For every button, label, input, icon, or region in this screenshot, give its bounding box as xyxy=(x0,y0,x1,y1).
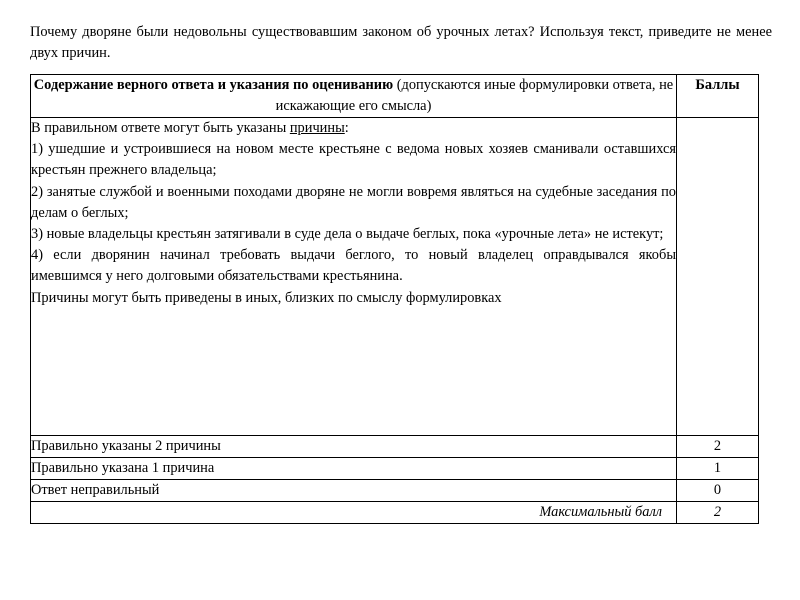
answer-intro-underlined: причины xyxy=(289,120,345,136)
criteria-score-0-points: 0 xyxy=(677,480,759,502)
question-text: Почему дворяне были недовольны существовавшим законом об урочных летах? Используя текст, приведите не менее двух причин. xyxy=(30,24,772,61)
table-row-maximum-score xyxy=(31,502,759,524)
header-cell-content xyxy=(31,75,677,118)
answer-reason-3: 3) новые владельцы крестьян затягивали в суде дела о выдаче беглых, пока «урочные лета» не истекут; xyxy=(31,226,664,243)
maximum-score-label: Максимальный балл xyxy=(31,502,677,524)
header-content-note: (допускаются иные формулировки ответа, не искажающие его смысла) xyxy=(275,77,674,114)
answer-score-cell xyxy=(677,118,759,436)
answer-content-row xyxy=(31,118,759,436)
answer-intro-line xyxy=(31,118,676,139)
header-content-bold: Содержание верного ответа и указания по оцениванию xyxy=(33,77,394,93)
criteria-label-0-points: Ответ неправильный xyxy=(31,480,677,502)
criteria-score-1-point: 1 xyxy=(677,458,759,480)
table-row xyxy=(31,480,759,502)
header-cell-score: Баллы xyxy=(677,75,759,118)
answer-reason-4: 4) если дворянин начинал требовать выдачи беглого, то новый владелец оправдывался якобы имевшимся у него долговыми обязательствами крестьянина. xyxy=(31,247,676,285)
answer-intro-suffix: : xyxy=(344,120,349,136)
grading-criteria-table xyxy=(30,74,759,524)
table-row xyxy=(31,436,759,458)
maximum-score-value: 2 xyxy=(677,502,759,524)
table-header-row xyxy=(31,75,759,118)
answer-closing-note: Причины могут быть приведены в иных, близких по смыслу формулировках xyxy=(31,289,502,306)
answer-reason-2: 2) занятые службой и военными походами дворяне не могли вовремя являться на судебные заседания по делам о беглых; xyxy=(31,183,676,221)
answer-content-cell xyxy=(31,118,677,436)
answer-intro-prefix: В правильном ответе могут быть указаны xyxy=(31,120,290,136)
criteria-label-1-point: Правильно указана 1 причина xyxy=(31,458,677,480)
table-row xyxy=(31,458,759,480)
criteria-label-2-points: Правильно указаны 2 причины xyxy=(31,436,677,458)
criteria-score-2-points: 2 xyxy=(677,436,759,458)
answer-reason-1: 1) ушедшие и устроившиеся на новом месте крестьяне с ведома новых хозяев сманивали оставшихся крестьян прежнего владельца; xyxy=(31,141,676,179)
